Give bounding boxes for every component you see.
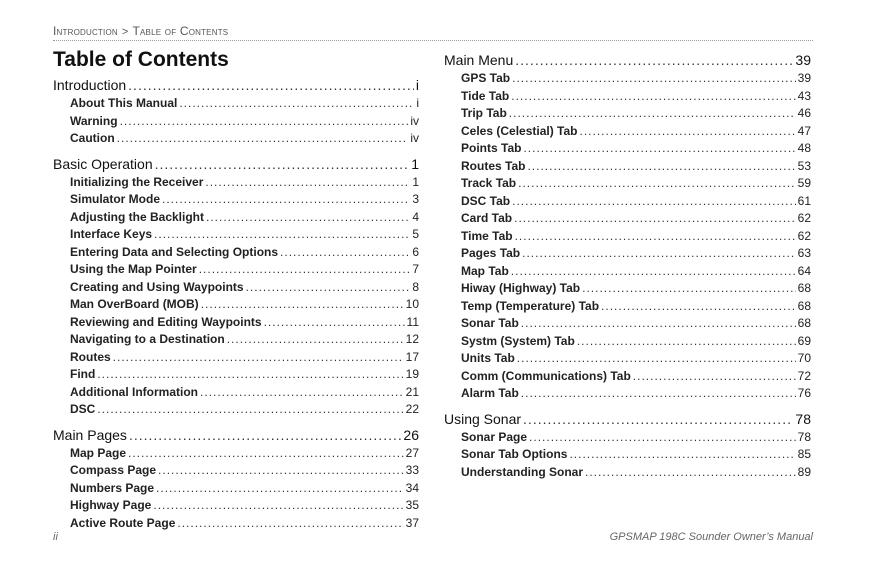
toc-section-introduction xyxy=(53,75,419,154)
toc-page-number: 46 xyxy=(797,106,811,120)
toc-page-number: 53 xyxy=(797,158,811,173)
toc-section-title: Main Pages xyxy=(53,426,127,443)
dot-leader xyxy=(579,123,795,141)
toc-page-number: 26 xyxy=(403,426,419,443)
toc-entry-title: Comm (Communications) Tab xyxy=(461,368,631,383)
dot-leader xyxy=(515,228,796,246)
dot-leader xyxy=(512,70,796,88)
dot-leader xyxy=(177,515,403,533)
toc-page-number: 89 xyxy=(797,464,811,479)
toc-page-number: 7 xyxy=(412,262,419,276)
toc-page-number: 33 xyxy=(405,463,419,477)
dot-leader xyxy=(523,409,793,429)
toc-page-number: 85 xyxy=(797,447,811,461)
toc-entry-title: DSC Tab xyxy=(461,193,511,208)
toc-entry-comm-communications-tab[interactable] xyxy=(444,368,811,386)
toc-entry-title: Hiway (Highway) Tab xyxy=(461,281,581,295)
toc-entry-reviewing-and-editing-waypoints[interactable] xyxy=(53,314,419,332)
toc-section-using-sonar xyxy=(444,409,811,482)
dot-leader xyxy=(601,298,796,316)
toc-section-basic-operation xyxy=(53,154,419,425)
toc-entry-active-route-page[interactable] xyxy=(53,515,419,533)
toc-entry-title: Interface Keys xyxy=(70,227,153,241)
toc-entry-dsc-tab[interactable] xyxy=(444,193,811,211)
toc-entry-map-page[interactable] xyxy=(53,445,419,463)
toc-entry-man-overboard-mob[interactable] xyxy=(53,296,419,314)
dot-leader xyxy=(523,140,795,158)
dot-leader xyxy=(227,331,404,349)
toc-entry-time-tab[interactable] xyxy=(444,228,811,246)
dot-leader xyxy=(201,296,404,314)
toc-page-number: 37 xyxy=(405,515,419,530)
toc-entry-units-tab[interactable] xyxy=(444,350,811,368)
dot-leader xyxy=(158,462,404,480)
toc-entry-title: Routes xyxy=(70,349,111,364)
dot-leader xyxy=(199,261,411,279)
toc-entry-compass-page[interactable] xyxy=(53,462,419,480)
toc-page-number: 3 xyxy=(412,192,419,206)
toc-entry-title: Celes (Celestial) Tab xyxy=(461,123,578,138)
dot-leader xyxy=(529,429,796,447)
toc-entry-gps-tab[interactable] xyxy=(444,70,811,88)
toc-entry-sonar-tab-options[interactable] xyxy=(444,446,811,464)
toc-page-number: 19 xyxy=(405,367,419,381)
toc-section-main-menu xyxy=(444,50,811,409)
toc-entry-title: Card Tab xyxy=(461,211,513,225)
dot-leader xyxy=(117,130,409,148)
toc-page-number: 61 xyxy=(797,193,811,208)
toc-entry-title: Sonar Tab Options xyxy=(461,447,568,461)
toc-entry-title: Sonar Tab xyxy=(461,316,519,330)
dot-leader xyxy=(200,384,404,402)
toc-page-number: i xyxy=(415,77,419,93)
dot-leader xyxy=(128,75,414,95)
toc-entry-map-tab[interactable] xyxy=(444,263,811,281)
toc-section-title: Introduction xyxy=(53,77,127,93)
breadcrumb-table-of-contents[interactable]: Table of Contents xyxy=(132,24,229,38)
dot-leader xyxy=(517,350,796,368)
dot-leader xyxy=(521,315,796,333)
toc-page-number: 76 xyxy=(797,386,811,400)
toc-entry-title: Map Tab xyxy=(461,263,509,278)
dot-leader xyxy=(522,245,796,263)
toc-entry-title: Reviewing and Editing Waypoints xyxy=(70,314,262,329)
toc-entry-temp-temperature-tab[interactable] xyxy=(444,298,811,316)
dot-leader xyxy=(515,50,793,70)
breadcrumb xyxy=(53,24,228,38)
toc-entry-title: Map Page xyxy=(70,445,127,460)
toc-entry-entering-data-and-selecting-options[interactable] xyxy=(53,244,419,262)
toc-page-number: 4 xyxy=(412,209,419,224)
dot-leader xyxy=(129,425,401,445)
toc-entry-routes[interactable] xyxy=(53,349,419,367)
dot-leader xyxy=(280,244,410,262)
toc-entry-interface-keys[interactable] xyxy=(53,226,419,244)
header-rule xyxy=(53,40,813,41)
toc-entry-dsc[interactable] xyxy=(53,401,419,419)
toc-entry-title: Entering Data and Selecting Options xyxy=(70,244,279,259)
toc-entry-celes-celestial-tab[interactable] xyxy=(444,123,811,141)
toc-page-number: 70 xyxy=(797,351,811,365)
dot-leader xyxy=(205,174,410,192)
toc-entry-sonar-page[interactable] xyxy=(444,429,811,447)
dot-leader xyxy=(128,445,404,463)
toc-entry-find[interactable] xyxy=(53,366,419,384)
dot-leader xyxy=(511,263,796,281)
toc-entry-title: Trip Tab xyxy=(461,106,507,120)
toc-entry-sonar-tab[interactable] xyxy=(444,315,811,333)
toc-page-number: i xyxy=(416,96,419,110)
dot-leader xyxy=(264,314,405,332)
toc-entry-title: Navigating to a Destination xyxy=(70,332,225,346)
toc-entry-track-tab[interactable] xyxy=(444,175,811,193)
toc-entry-warning[interactable] xyxy=(53,113,419,131)
toc-entry-title: Points Tab xyxy=(461,141,522,155)
toc-page-number: 68 xyxy=(797,316,811,330)
dot-leader xyxy=(633,368,796,386)
toc-page-number: 39 xyxy=(795,52,811,68)
toc-entry-title: Additional Information xyxy=(70,384,198,399)
toc-entry-title: Compass Page xyxy=(70,463,157,477)
toc-section-heading[interactable] xyxy=(53,425,419,445)
footer-page-number: ii xyxy=(53,531,58,543)
toc-entry-title: Man OverBoard (MOB) xyxy=(70,297,199,311)
toc-entry-title: Sonar Page xyxy=(461,429,528,444)
dot-leader xyxy=(155,154,410,174)
dot-leader xyxy=(97,401,403,419)
toc-entry-alarm-tab[interactable] xyxy=(444,385,811,403)
toc-entry-about-this-manual[interactable] xyxy=(53,95,419,113)
toc-page-number: 59 xyxy=(797,176,811,190)
toc-section-title: Using Sonar xyxy=(444,410,522,427)
dot-leader xyxy=(206,209,410,227)
toc-section-main-pages xyxy=(53,425,419,533)
toc-page-number: 34 xyxy=(405,480,419,495)
toc-entry-title: Alarm Tab xyxy=(461,386,519,400)
toc-section-title: Main Menu xyxy=(444,52,514,68)
toc-page-number: 47 xyxy=(797,123,811,138)
dot-leader xyxy=(521,385,796,403)
toc-page-number: 8 xyxy=(412,279,419,294)
toc-page-number: 62 xyxy=(797,228,811,243)
toc-entry-title: Numbers Page xyxy=(70,480,155,495)
dot-leader xyxy=(113,349,404,367)
toc-page-number: iv xyxy=(410,113,419,128)
toc-entry-additional-information[interactable] xyxy=(53,384,419,402)
toc-entry-creating-and-using-waypoints[interactable] xyxy=(53,279,419,297)
toc-entry-tide-tab[interactable] xyxy=(444,88,811,106)
toc-entry-title: GPS Tab xyxy=(461,71,511,85)
toc-page-number: 17 xyxy=(405,349,419,364)
toc-entry-highway-page[interactable] xyxy=(53,497,419,515)
toc-entry-title: Units Tab xyxy=(461,351,515,365)
toc-entry-caution[interactable] xyxy=(53,130,419,148)
toc-entry-numbers-page[interactable] xyxy=(53,480,419,498)
toc-entry-title: Using the Map Pointer xyxy=(70,262,197,276)
dot-leader xyxy=(153,497,403,515)
toc-page-number: 5 xyxy=(412,227,419,241)
toc-entry-title: Initializing the Receiver xyxy=(70,174,204,189)
dot-leader xyxy=(585,464,796,482)
toc-entry-using-the-map-pointer[interactable] xyxy=(53,261,419,279)
toc-entry-title: Temp (Temperature) Tab xyxy=(461,298,600,313)
toc-page-number: 27 xyxy=(405,445,419,460)
toc-section-heading[interactable] xyxy=(444,50,811,70)
toc-page-number: 69 xyxy=(797,333,811,348)
toc-entry-title: Track Tab xyxy=(461,176,517,190)
toc-entry-systm-system-tab[interactable] xyxy=(444,333,811,351)
toc-page-number: 48 xyxy=(797,141,811,155)
page-title: Table of Contents xyxy=(53,48,229,71)
toc-entry-title: Pages Tab xyxy=(461,246,521,260)
toc-entry-title: Active Route Page xyxy=(70,515,176,530)
breadcrumb-separator: > xyxy=(121,26,129,38)
toc-entry-title: Warning xyxy=(70,113,118,128)
dot-leader xyxy=(512,193,796,211)
dot-leader xyxy=(577,333,796,351)
toc-page-number: 12 xyxy=(405,332,419,346)
dot-leader xyxy=(179,95,414,113)
toc-entry-title: DSC xyxy=(70,402,96,416)
toc-entry-routes-tab[interactable] xyxy=(444,158,811,176)
dot-leader xyxy=(162,191,410,209)
dot-leader xyxy=(120,113,409,131)
toc-page-number: 21 xyxy=(405,384,419,399)
toc-entry-title: Tide Tab xyxy=(461,88,510,103)
toc-page-number: 72 xyxy=(797,368,811,383)
toc-page-number: 11 xyxy=(406,314,419,329)
toc-entry-title: Highway Page xyxy=(70,498,152,512)
toc-entry-adjusting-the-backlight[interactable] xyxy=(53,209,419,227)
dot-leader xyxy=(246,279,411,297)
toc-page-number: 62 xyxy=(797,211,811,225)
toc-entry-title: Creating and Using Waypoints xyxy=(70,279,244,294)
toc-entry-pages-tab[interactable] xyxy=(444,245,811,263)
toc-section-heading[interactable] xyxy=(53,154,419,174)
toc-entry-trip-tab[interactable] xyxy=(444,105,811,123)
toc-page-number: 1 xyxy=(411,155,419,172)
toc-page-number: 6 xyxy=(412,244,419,259)
toc-page-number: 63 xyxy=(797,246,811,260)
dot-leader xyxy=(509,105,796,123)
toc-right-column xyxy=(444,50,811,481)
toc-page-number: 22 xyxy=(405,402,419,416)
dot-leader xyxy=(518,175,796,193)
dot-leader xyxy=(154,226,410,244)
toc-section-heading[interactable] xyxy=(444,409,811,429)
toc-entry-title: Simulator Mode xyxy=(70,192,161,206)
dot-leader xyxy=(569,446,795,464)
toc-page-number: 35 xyxy=(405,498,419,512)
toc-page-number: 68 xyxy=(797,298,811,313)
toc-entry-points-tab[interactable] xyxy=(444,140,811,158)
toc-left-column xyxy=(53,75,419,532)
dot-leader xyxy=(156,480,404,498)
toc-page-number: 1 xyxy=(412,174,419,189)
dot-leader xyxy=(582,280,796,298)
toc-entry-title: Routes Tab xyxy=(461,158,526,173)
toc-entry-navigating-to-a-destination[interactable] xyxy=(53,331,419,349)
dot-leader xyxy=(514,210,796,228)
toc-entry-title: Find xyxy=(70,367,96,381)
toc-page-number: 10 xyxy=(405,297,419,311)
toc-entry-card-tab[interactable] xyxy=(444,210,811,228)
toc-page-number: 64 xyxy=(797,263,811,278)
toc-page-number: 78 xyxy=(797,429,811,444)
toc-section-title: Basic Operation xyxy=(53,155,153,172)
toc-entry-title: Understanding Sonar xyxy=(461,464,584,479)
toc-entry-title: Adjusting the Backlight xyxy=(70,209,205,224)
toc-entry-title: Systm (System) Tab xyxy=(461,333,575,348)
footer-manual-title: GPSMAP 198C Sounder Owner’s Manual xyxy=(609,531,813,543)
dot-leader xyxy=(97,366,403,384)
toc-entry-understanding-sonar[interactable] xyxy=(444,464,811,482)
toc-page-number: iv xyxy=(410,131,419,145)
toc-entry-simulator-mode[interactable] xyxy=(53,191,419,209)
dot-leader xyxy=(527,158,795,176)
breadcrumb-introduction[interactable]: Introduction xyxy=(53,24,118,38)
toc-page-number: 43 xyxy=(797,88,811,103)
toc-page-number: 78 xyxy=(795,410,811,427)
toc-entry-title: Caution xyxy=(70,131,115,145)
toc-entry-initializing-the-receiver[interactable] xyxy=(53,174,419,192)
toc-entry-title: About This Manual xyxy=(70,96,178,110)
toc-page-number: 39 xyxy=(797,71,811,85)
toc-section-heading[interactable] xyxy=(53,75,419,95)
toc-page-number: 68 xyxy=(797,281,811,295)
dot-leader xyxy=(511,88,795,106)
toc-entry-title: Time Tab xyxy=(461,228,513,243)
toc-entry-hiway-highway-tab[interactable] xyxy=(444,280,811,298)
